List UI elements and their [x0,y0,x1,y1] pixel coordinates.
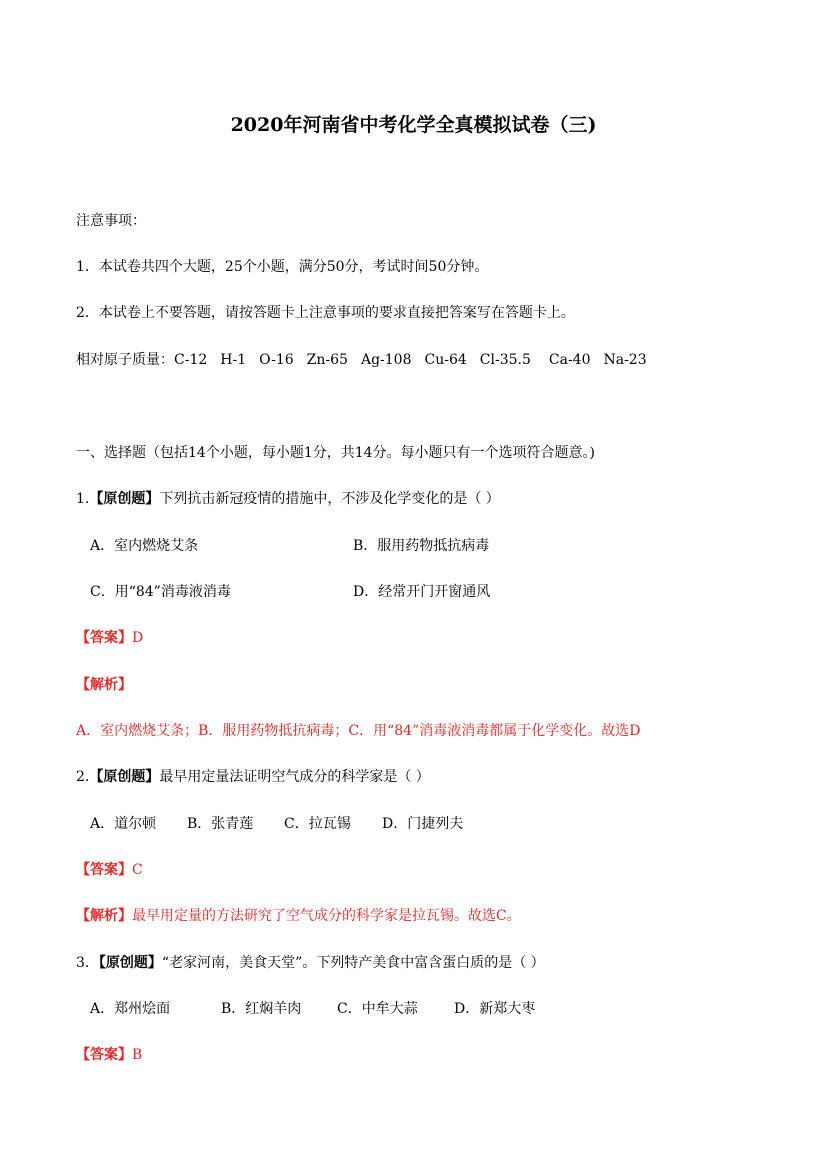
notice-heading: 注意事项： [76,213,146,229]
atomic-mass-h: H-1 [220,352,247,368]
answer-value: C [132,862,143,878]
atomic-mass-c: C-12 [174,352,208,368]
q2-option-b: B．张青莲 [187,816,254,832]
question-stem: “老家河南，美食天堂”。下列特产美食中富含蛋白质的是（ ） [161,955,545,971]
q1-analysis-label: 【解析】 [76,677,132,693]
question-2 [76,768,430,786]
answer-value: B [132,1047,143,1063]
q2-option-a: A．道尔顿 [90,816,157,832]
atomic-mass-label: 相对原子质量： [76,352,174,368]
page-title: 2020年河南省中考化学全真模拟试卷（三) [230,114,597,136]
atomic-mass-na: Na-23 [603,352,647,368]
original-tag: 【原创题】 [89,769,160,785]
atomic-mass-ca: Ca-40 [548,352,591,368]
notice-item-2: 2．本试卷上不要答题，请按答题卡上注意事项的要求直接把答案写在答题卡上。 [76,305,575,321]
q3-answer [76,1046,142,1064]
q2-answer [76,861,143,879]
atomic-mass-zn: Zn-65 [306,352,348,368]
analysis-label: 【解析】 [76,908,132,924]
original-tag: 【原创题】 [98,955,162,971]
notice-item-1: 1．本试卷共四个大题，25个小题，满分50分，考试时间50分钟。 [76,259,489,275]
atomic-mass-line [76,351,660,369]
atomic-mass-o: O-16 [259,352,294,368]
atomic-mass-ag: Ag-108 [360,352,412,368]
answer-value: D [132,630,144,646]
q1-option-a: A．室内燃烧艾条 [90,538,199,554]
q3-option-c: C．中牟大蒜 [337,1001,418,1017]
q3-option-b: B．红焖羊肉 [221,1001,302,1017]
q3-option-a: A．郑州烩面 [90,1001,171,1017]
question-number: 3． [76,955,99,971]
q1-option-b: B．服用药物抵抗病毒 [353,538,490,554]
answer-label: 【答案】 [76,630,132,646]
answer-label: 【答案】 [76,862,132,878]
question-stem: 最早用定量法证明空气成分的科学家是（ ） [159,769,430,785]
q1-answer [76,629,143,647]
section-heading: 一、选择题（包括14个小题，每小题1分，共14分。每小题只有一个选项符合题意。) [76,445,595,461]
analysis-text: 最早用定量的方法研究了空气成分的科学家是拉瓦锡。故选C。 [132,908,521,924]
question-1 [76,490,500,508]
q1-option-d: D．经常开门开窗通风 [353,584,491,600]
q2-option-c: C．拉瓦锡 [284,816,351,832]
question-number: 2. [76,769,90,785]
q2-option-d: D．门捷列夫 [382,816,464,832]
q1-analysis: A．室内燃烧艾条；B．服用药物抵抗病毒；C．用“84”消毒液消毒都属于化学变化。故选D [76,723,641,739]
question-stem: 下列抗击新冠疫情的措施中，不涉及化学变化的是（ ） [159,491,500,507]
q2-analysis [76,907,521,925]
answer-label: 【答案】 [76,1047,132,1063]
question-3 [76,954,545,972]
atomic-mass-cl: Cl-35.5 [479,352,531,368]
atomic-mass-cu: Cu-64 [424,352,467,368]
q1-option-c: C．用“84”消毒液消毒 [90,584,231,600]
question-number: 1. [76,491,90,507]
q3-option-d: D．新郑大枣 [454,1001,536,1017]
original-tag: 【原创题】 [89,491,160,507]
